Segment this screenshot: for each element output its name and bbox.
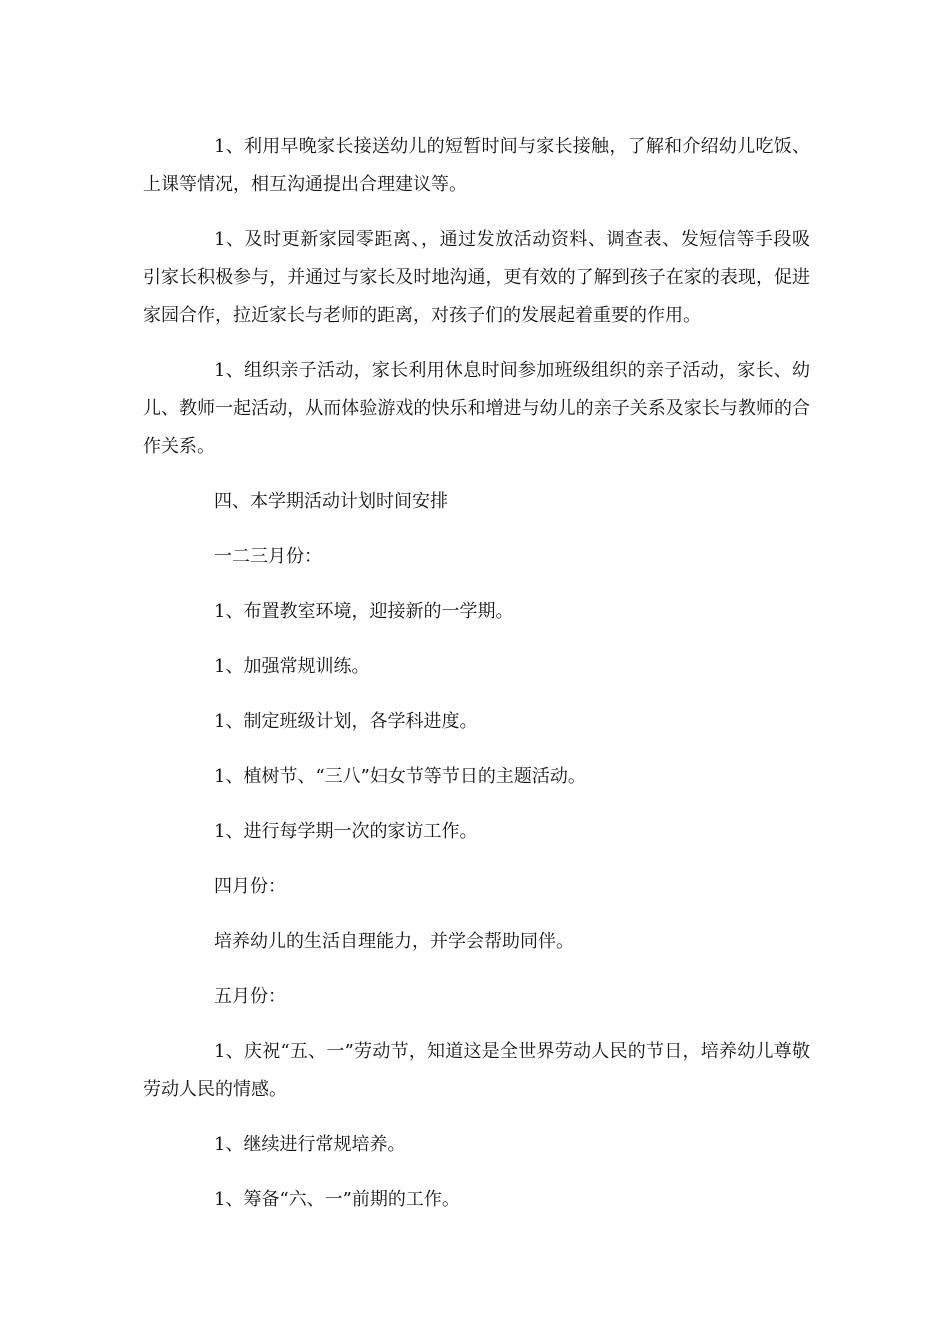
list-item: 1、筹备“六、一”前期的工作。 bbox=[214, 1189, 460, 1210]
paragraph-parent-contact: 1、利用早晚家长接送幼儿的短暂时间与家长接触，了解和介绍幼儿吃饭、上课等情况，相互沟通提出合理建议等。 bbox=[143, 136, 810, 195]
list-item: 1、制定班级计划，各学科进度。 bbox=[214, 711, 478, 732]
list-item: 1、继续进行常规培养。 bbox=[214, 1134, 406, 1155]
list-item: 培养幼儿的生活自理能力，并学会帮助同伴。 bbox=[214, 931, 574, 952]
list-item: 1、庆祝“五、一”劳动节，知道这是全世界劳动人民的节日，培养幼儿尊敬劳动人民的情感。 bbox=[143, 1041, 810, 1100]
section-heading-schedule: 四、本学期活动计划时间安排 bbox=[214, 491, 448, 512]
list-item: 1、植树节、“三八”妇女节等节日的主题活动。 bbox=[214, 766, 586, 787]
list-item: 1、布置教室环境，迎接新的一学期。 bbox=[214, 601, 514, 622]
paragraph-home-school-update: 1、及时更新家园零距离、，通过发放活动资料、调查表、发短信等手段吸引家长积极参与，并通过与家长及时地沟通，更有效的了解到孩子在家的表现，促进家园合作，拉近家长与老师的距离，对孩子们的发展起着重要的作用。 bbox=[143, 229, 810, 326]
list-item: 1、加强常规训练。 bbox=[214, 656, 370, 677]
list-item: 1、进行每学期一次的家访工作。 bbox=[214, 821, 478, 842]
document-body bbox=[143, 128, 810, 1236]
month-heading-jan-mar: 一二三月份： bbox=[214, 546, 322, 567]
paragraph-parent-child-activity: 1、组织亲子活动，家长利用休息时间参加班级组织的亲子活动，家长、幼儿、教师一起活动，从而体验游戏的快乐和增进与幼儿的亲子关系及家长与教师的合作关系。 bbox=[143, 360, 810, 457]
month-heading-april: 四月份： bbox=[214, 876, 286, 897]
month-heading-may: 五月份： bbox=[214, 986, 286, 1007]
